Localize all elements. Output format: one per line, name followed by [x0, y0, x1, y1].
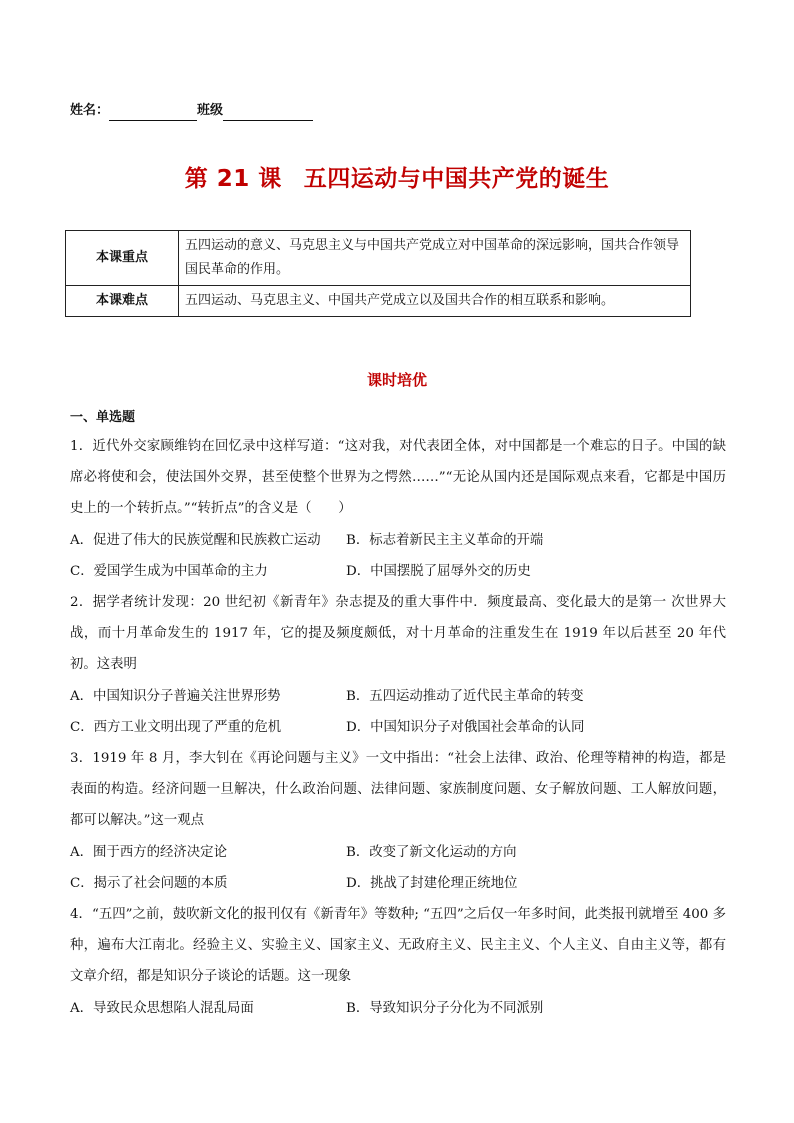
table-row: [66, 231, 691, 286]
question-type-heading: 一、单选题: [70, 410, 136, 425]
key-points-table: [65, 230, 691, 317]
table-row: [66, 286, 691, 317]
option-a[interactable]: A．导致民众思想陷人混乱局面: [70, 1000, 254, 1016]
difficulty-text: 五四运动、马克思主义、中国共产党成立以及国共合作的相互联系和影响。: [179, 286, 691, 317]
option-d[interactable]: D．挑战了封建伦理正统地位: [346, 875, 518, 891]
question-3: [70, 743, 726, 899]
key-point-label: 本课重点: [66, 231, 179, 286]
question-1: [70, 431, 726, 587]
option-a[interactable]: A．中国知识分子普遍关注世界形势: [70, 688, 281, 704]
class-label: 班级: [197, 103, 224, 118]
lesson-topic: 五四运动与中国共产党的诞生: [303, 166, 610, 192]
question-stem: 1．近代外交家顾维钧在回忆录中这样写道：“这对我，对代表团全体，对中国都是一个难忘的日子。中国的缺席必将使和会，使法国外交界，甚至使整个世界为之愕然……”“无论从国内还是国际观点来看，它都是中国历史上的一个转折点。”“转折点”的含义是（ ）: [70, 439, 726, 517]
page-title: [0, 160, 794, 193]
option-c[interactable]: C．爱国学生成为中国革命的主力: [70, 563, 268, 579]
name-class-line: [70, 101, 313, 121]
question-4: [70, 899, 726, 1024]
question-stem: 4．“五四”之前，鼓吹新文化的报刊仅有《新青年》等数种; “五四”之后仅一年多时间，此类报刊就增至 400 多种，遍布大江南北。经验主义、实验主义、国家主义、无政府主义、民主主义、个人主义、自由主义等，都有文章介绍，都是知识分子谈论的话题。这一现象: [70, 907, 726, 985]
option-b[interactable]: B．改变了新文化运动的方向: [346, 844, 517, 860]
question-list: [70, 431, 726, 1024]
question-stem: 3．1919 年 8 月，李大钊在《再论问题与主义》一文中指出：“社会上法律、政治、伦理等精神的构造，都是表面的构造。经济问题一旦解决，什么政治问题、法律问题、家族制度问题、女子解放问题、工人解放问题，都可以解决。”这一观点: [70, 751, 726, 829]
option-b[interactable]: B．导致知识分子分化为不同派别: [346, 1000, 544, 1016]
class-blank[interactable]: [223, 106, 313, 121]
option-b[interactable]: B．五四运动推动了近代民主革命的转变: [346, 688, 584, 704]
name-blank[interactable]: [109, 106, 197, 121]
option-c[interactable]: C．西方工业文明出现了严重的危机: [70, 719, 282, 735]
question-stem: 2．据学者统计发现：20 世纪初《新青年》杂志提及的重大事件中．频度最高、变化最大的是第一 次世界大战，而十月革命发生的 1917 年，它的提及频度颇低，对十月革命的注重发生在 1919 年以后甚至 20 年代初。这表明: [70, 595, 726, 673]
option-d[interactable]: D．中国摆脱了屈辱外交的历史: [346, 563, 531, 579]
difficulty-label: 本课难点: [66, 286, 179, 317]
option-a[interactable]: A．促进了伟大的民族觉醒和民族救亡运动: [70, 532, 321, 548]
option-a[interactable]: A．囿于西方的经济决定论: [70, 844, 227, 860]
option-b[interactable]: B．标志着新民主主义革命的开端: [346, 532, 544, 548]
question-2: [70, 587, 726, 743]
key-point-text: 五四运动的意义、马克思主义与中国共产党成立对中国革命的深远影响，国共合作领导国民革命的作用。: [179, 231, 691, 286]
section-title: 课时培优: [366, 371, 427, 389]
lesson-number: 第 21 课: [184, 166, 282, 192]
option-c[interactable]: C．揭示了社会问题的本质: [70, 875, 228, 891]
option-d[interactable]: D．中国知识分子对俄国社会革命的认同: [346, 719, 585, 735]
name-label: 姓名：: [70, 103, 110, 118]
